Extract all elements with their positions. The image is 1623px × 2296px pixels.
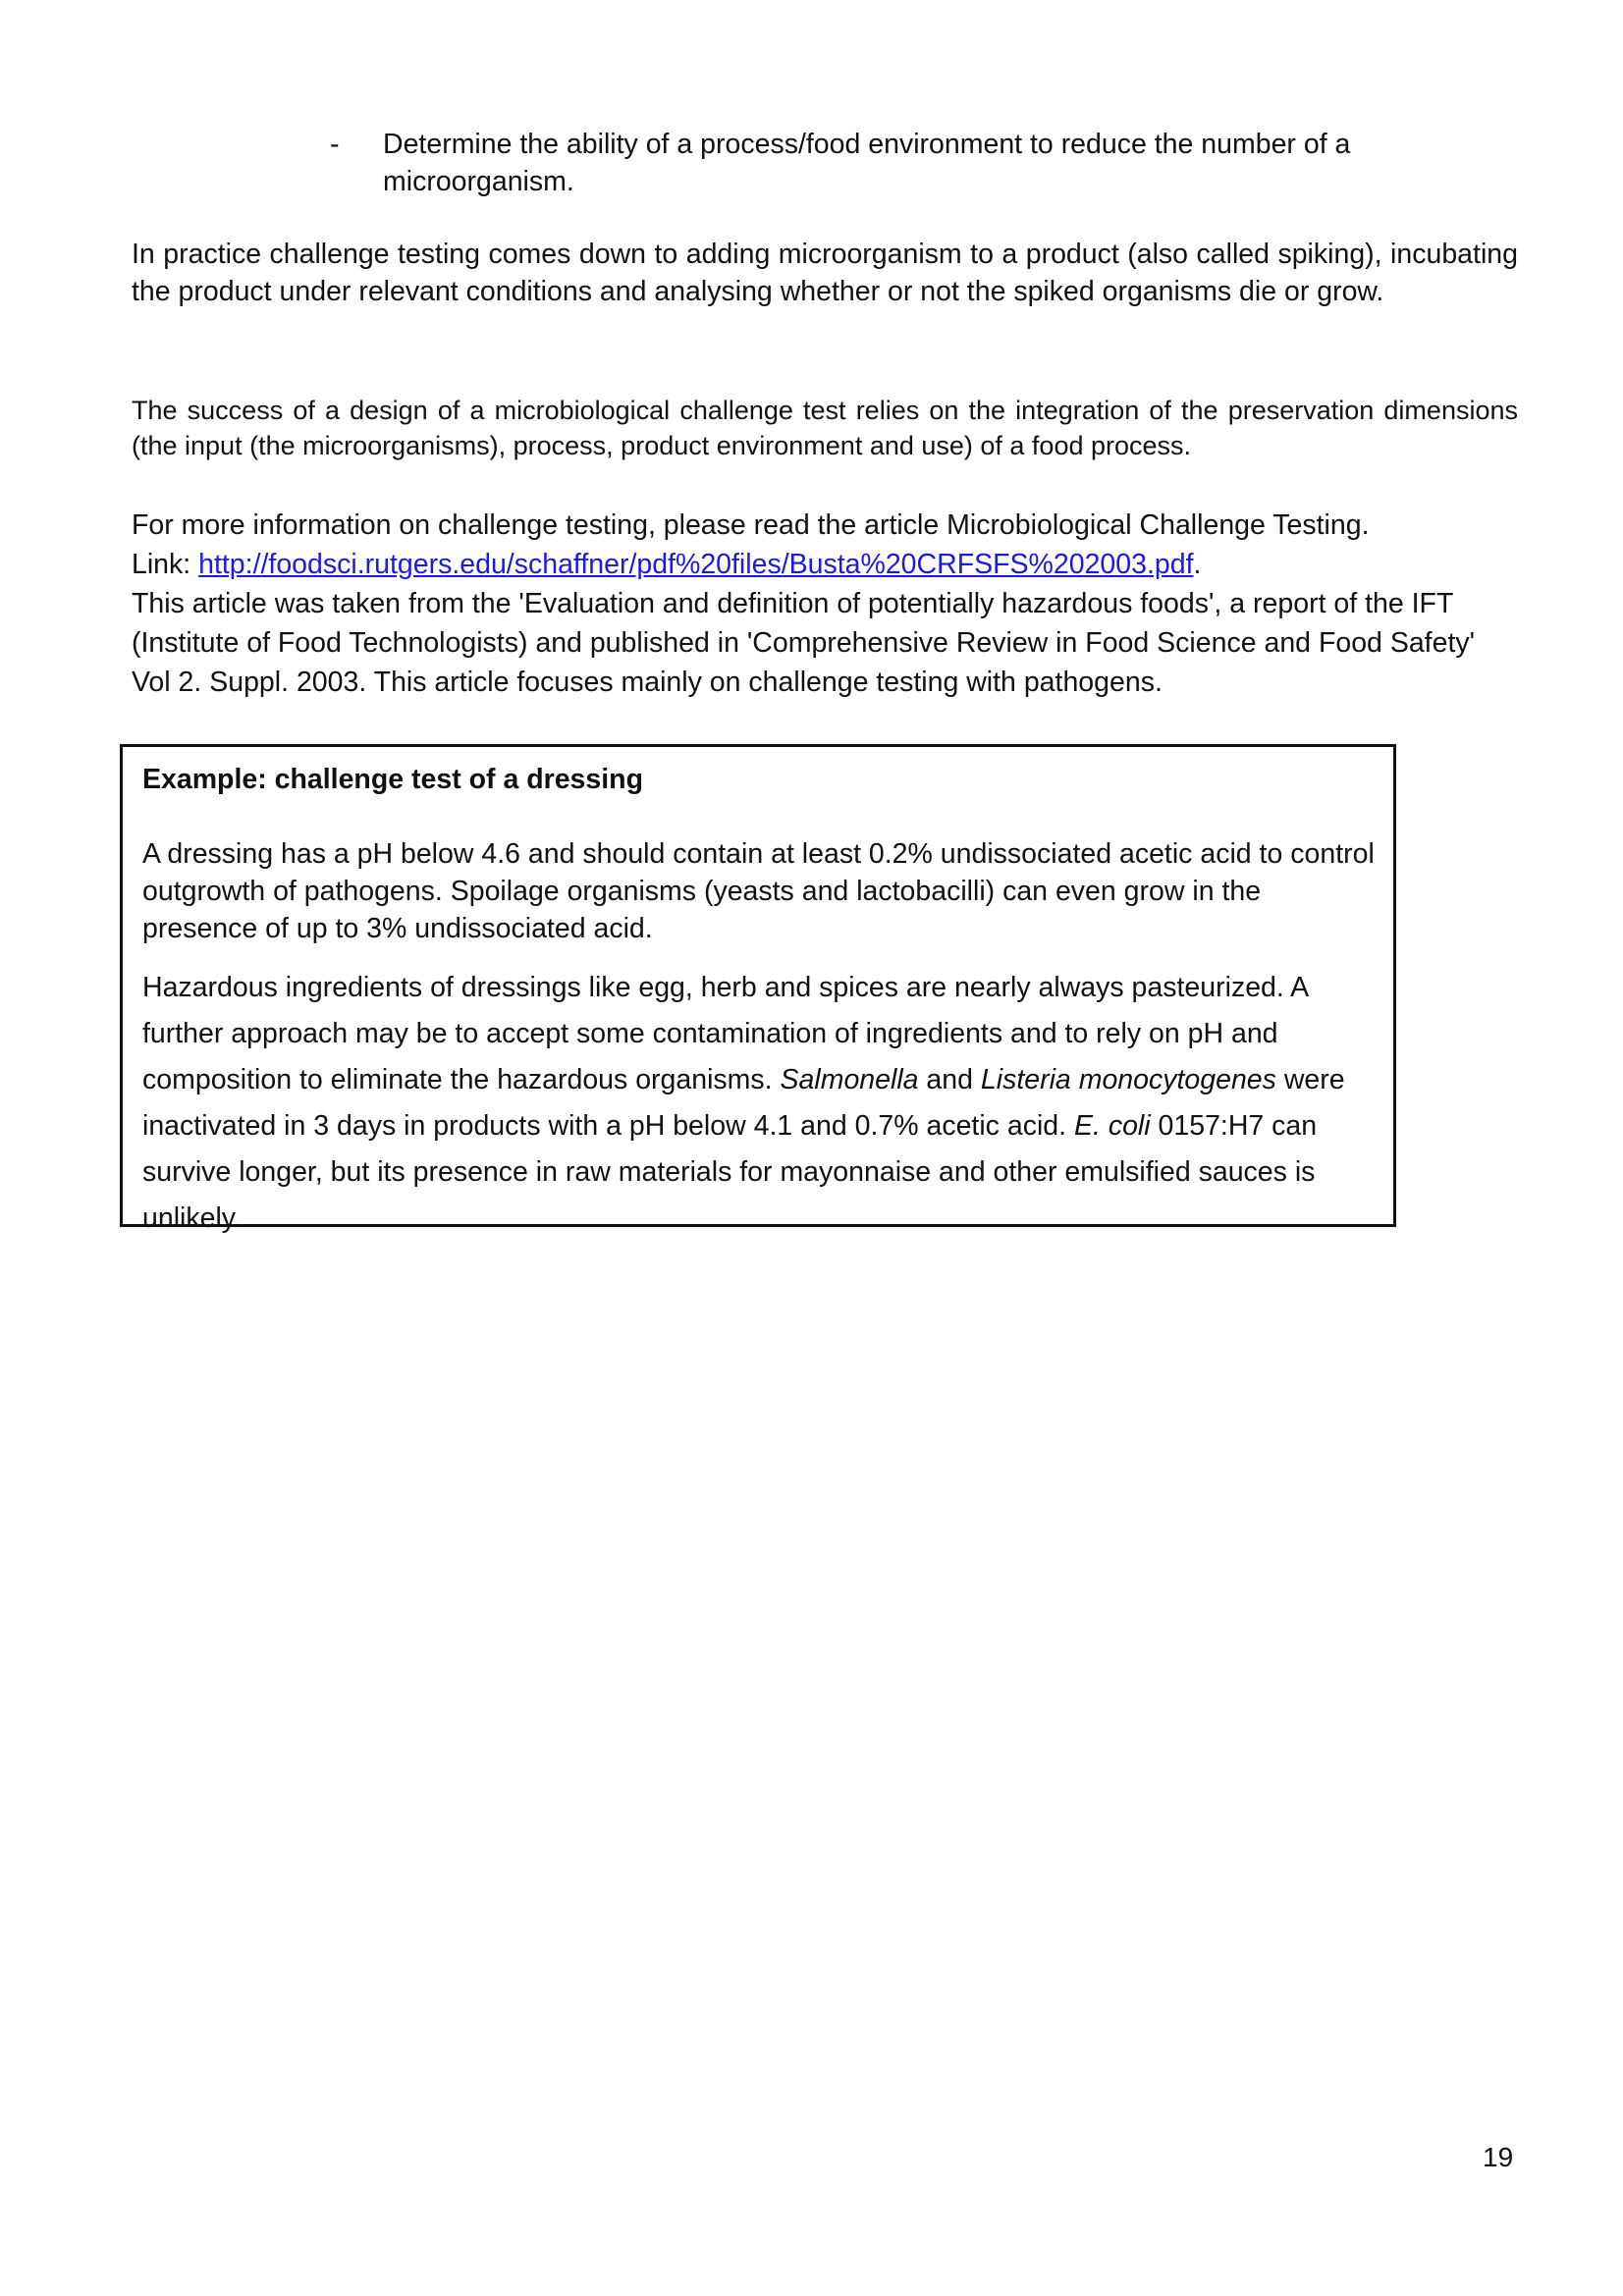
example-box-paragraph-1: A dressing has a pH below 4.6 and should contain at least 0.2% undissociated acetic acid to control outgrowth of pathogens. Spoilage organisms (yeasts and lactobacilli) can even grow in the presence of up to 3% undissociated acid. <box>142 838 1375 944</box>
link-prefix: Link: <box>132 549 199 580</box>
bullet-text: Determine the ability of a process/food environment to reduce the number of a microorganism. <box>383 129 1351 197</box>
page-number: 19 <box>1483 2142 1514 2172</box>
paragraph-design-success: The success of a design of a microbiological challenge test relies on the integration of the preservation dimensions (the input (the microorganisms), process, product environment and use) of a food process. <box>132 396 1518 460</box>
bullet-dash: - <box>330 129 340 160</box>
article-source-text: This article was taken from the 'Evaluation and definition of potentially hazardous foods', a report of the IFT (Institute of Food Technologists) and published in 'Comprehensive Review in Food Science and Food Safety' Vol 2. Suppl. 2003. This article focuses mainly on challenge testing with pathogens. <box>132 588 1476 698</box>
example-box <box>120 744 1396 1234</box>
box-p2-and: and <box>918 1064 981 1095</box>
example-box-paragraph-2 <box>142 965 1381 1242</box>
salmonella-term: Salmonella <box>780 1064 919 1095</box>
paragraph-more-information <box>132 506 1518 702</box>
article-link[interactable]: http://foodsci.rutgers.edu/schaffner/pdf%20files/Busta%20CRFSFS%202003.pdf <box>198 549 1194 580</box>
box-p2-text-c: 0157:H7 can survive longer, but its presence in raw materials for mayonnaise and other emulsified sauces is unlikely. <box>142 1110 1318 1234</box>
example-box-title: Example: challenge test of a dressing <box>142 764 643 795</box>
link-suffix: . <box>1193 549 1202 580</box>
box-p2-text-a: Hazardous ingredients of dressings like egg, herb and spices are nearly always pasteurized. A further approach may be to accept some contamination of ingredients and to rely on pH and composition to eliminate the hazardous organisms. <box>142 972 1308 1095</box>
listeria-term: Listeria monocytogenes <box>980 1064 1276 1095</box>
bullet-item <box>330 126 1439 200</box>
box-p2-text-b: were inactivated in 3 days in products with a pH below 4.1 and 0.7% acetic acid. <box>142 1064 1345 1142</box>
more-info-line: For more information on challenge testing, please read the article Microbiological Challenge Testing. <box>132 509 1370 541</box>
ecoli-term: E. coli <box>1073 1110 1151 1142</box>
paragraph-spiking: In practice challenge testing comes down to adding microorganism to a product (also called spiking), incubating the product under relevant conditions and analysing whether or not the spiked organisms die or grow. <box>132 239 1518 307</box>
